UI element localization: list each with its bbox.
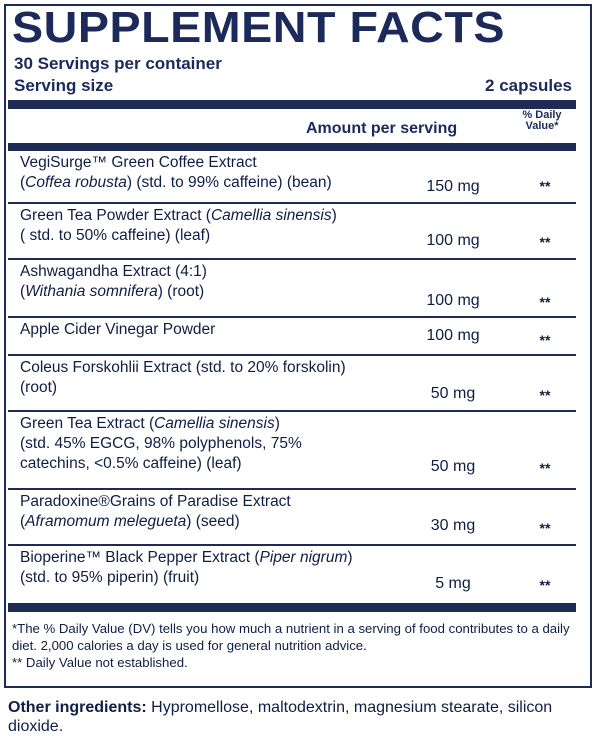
footnote-daily-value: *The % Daily Value (DV) tells you how much a nutrient in a serving of food contributes to a daily diet. 2,000 calories a day is used for general nutrition advice. bbox=[12, 621, 570, 653]
ingredient-amount: 100 mg bbox=[426, 292, 480, 309]
ingredient-name: Ashwagandha Extract (4:1) (Withania somnifera) (root) bbox=[20, 263, 207, 300]
other-ingredients-text: Hypromellose, maltodextrin, magnesium stearate, silicon dioxide. bbox=[8, 699, 553, 735]
ingredient-name: Bioperine™ Black Pepper Extract (Piper nigrum) (std. to 95% piperin) (fruit) bbox=[20, 549, 353, 586]
ingredient-amount: 150 mg bbox=[426, 178, 480, 195]
ingredient-daily-value: ** bbox=[539, 520, 551, 536]
ingredient-row bbox=[8, 354, 576, 410]
ingredient-amount: 50 mg bbox=[430, 385, 476, 402]
ingredient-name: VegiSurge™ Green Coffee Extract (Coffea robusta) (std. to 99% caffeine) (bean) bbox=[20, 154, 332, 191]
ingredient-daily-value: ** bbox=[539, 294, 551, 310]
ingredient-row bbox=[8, 258, 576, 316]
serving-size-value: 2 capsules bbox=[485, 76, 572, 95]
footnotes bbox=[12, 620, 587, 671]
daily-value-header-line2: Value* bbox=[525, 120, 559, 132]
ingredient-daily-value: ** bbox=[539, 577, 551, 593]
servings-per-container: 30 Servings per container bbox=[14, 54, 222, 73]
ingredient-daily-value: ** bbox=[539, 460, 551, 476]
ingredient-amount: 50 mg bbox=[430, 458, 476, 475]
bottom-divider bbox=[8, 603, 576, 612]
ingredient-amount: 100 mg bbox=[426, 327, 480, 344]
ingredient-daily-value: ** bbox=[539, 387, 551, 403]
thick-divider bbox=[8, 100, 576, 109]
serving-size-label: Serving size bbox=[14, 76, 114, 95]
ingredient-name: Coleus Forskohlii Extract (std. to 20% forskolin) (root) bbox=[20, 359, 346, 396]
ingredient-row bbox=[8, 149, 576, 202]
other-ingredients bbox=[8, 698, 598, 736]
ingredient-name: Green Tea Powder Extract (Camellia sinensis) ( std. to 50% caffeine) (leaf) bbox=[20, 207, 337, 244]
other-ingredients-label: Other ingredients: bbox=[8, 699, 147, 716]
ingredient-amount: 5 mg bbox=[435, 575, 471, 592]
ingredient-row bbox=[8, 488, 576, 544]
ingredient-daily-value: ** bbox=[539, 234, 551, 250]
ingredient-row bbox=[8, 202, 576, 258]
footnote-not-established: ** Daily Value not established. bbox=[12, 655, 188, 670]
ingredient-name: Apple Cider Vinegar Powder bbox=[20, 321, 216, 338]
panel-title: SUPPLEMENT FACTS bbox=[12, 3, 506, 52]
ingredient-row bbox=[8, 410, 576, 488]
ingredient-name: Green Tea Extract (Camellia sinensis) (std. 45% EGCG, 98% polyphenols, 75% catechins, <0.5% caffeine) (leaf) bbox=[20, 415, 302, 472]
daily-value-header bbox=[514, 110, 570, 132]
ingredient-name: Paradoxine®Grains of Paradise Extract (Aframomum melegueta) (seed) bbox=[20, 493, 291, 530]
amount-per-serving-header: Amount per serving bbox=[306, 120, 458, 137]
ingredient-amount: 100 mg bbox=[426, 232, 480, 249]
ingredient-row bbox=[8, 316, 576, 354]
ingredient-amount: 30 mg bbox=[430, 517, 476, 534]
ingredient-daily-value: ** bbox=[539, 178, 551, 194]
serving-size-row bbox=[14, 76, 572, 96]
ingredient-daily-value: ** bbox=[539, 332, 551, 348]
ingredient-row bbox=[8, 544, 576, 603]
daily-value-header-line1: % Daily bbox=[522, 109, 562, 121]
